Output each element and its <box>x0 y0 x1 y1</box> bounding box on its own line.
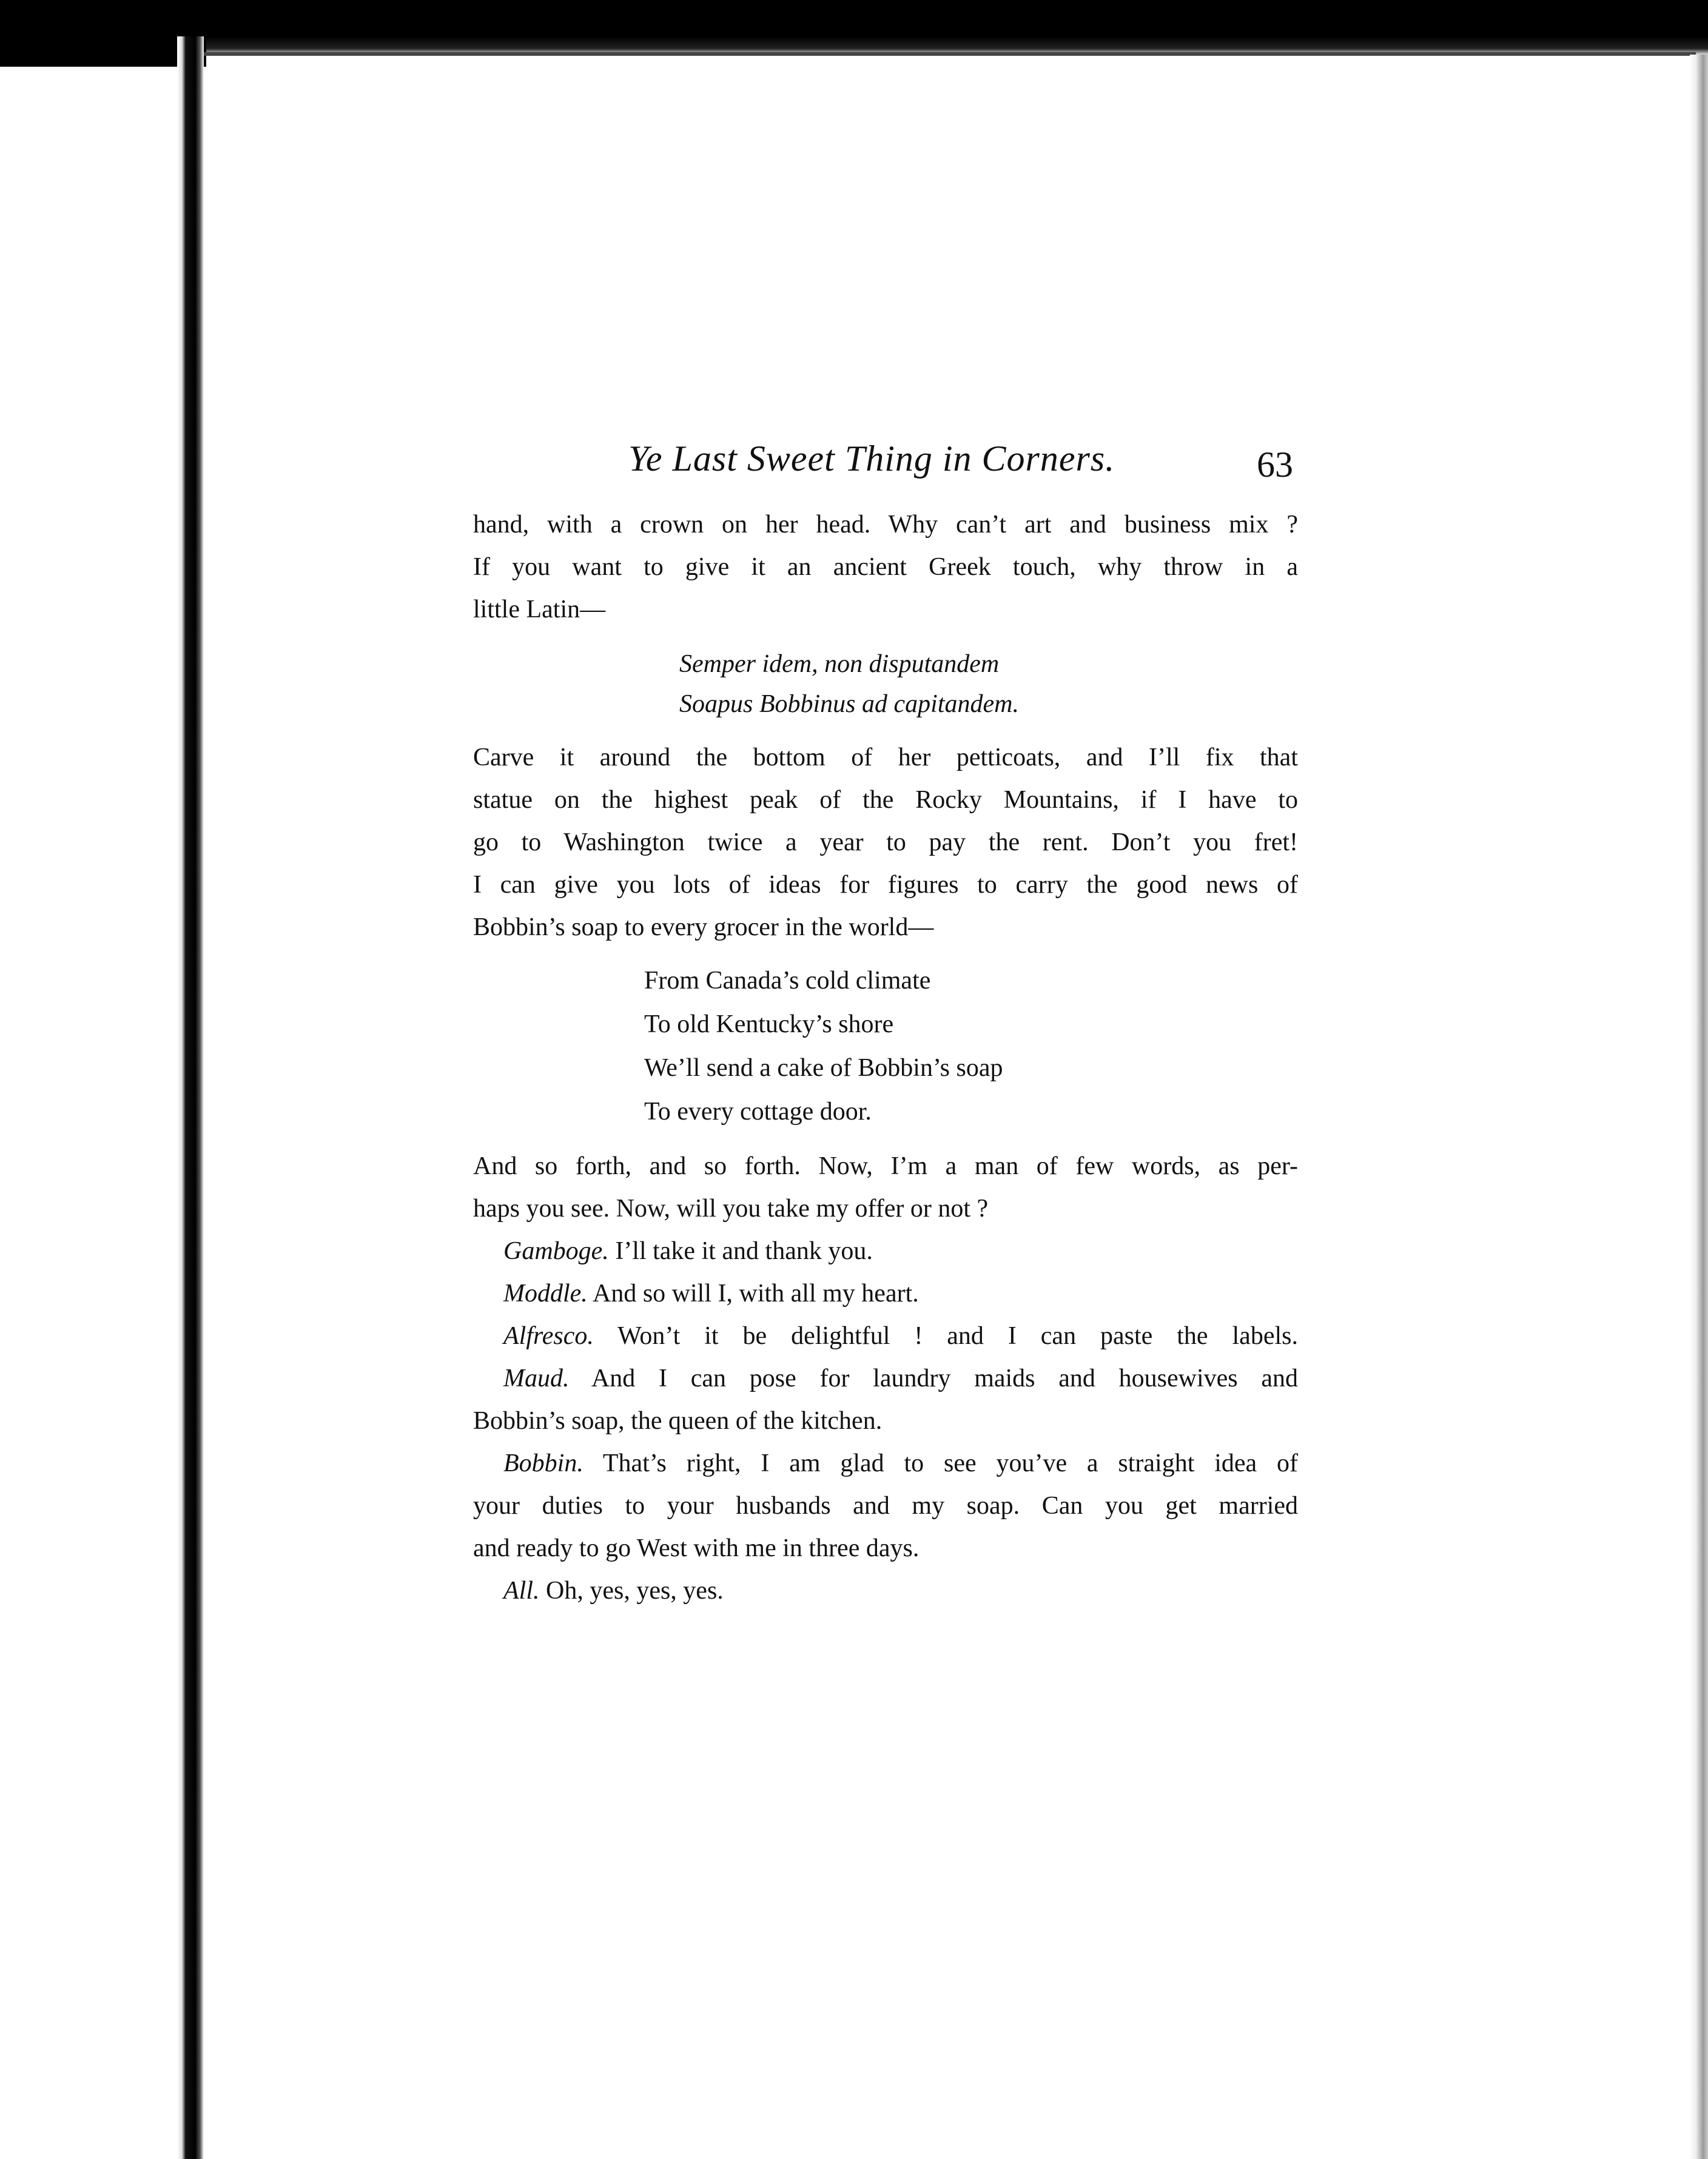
speaker-name: Bobbin. <box>503 1449 583 1477</box>
text-line: hand, with a crown on her head. Why can’t art and business mix ? <box>473 511 1298 539</box>
speaker-name: Maud. <box>503 1365 570 1392</box>
dialogue-continuation: and ready to go West with me in three days. <box>473 1534 920 1562</box>
english-verse <box>473 949 1298 1145</box>
text-line: Carve it around the bottom of her petticoats, and I’ll fix that <box>473 744 1298 771</box>
text-line: Bobbin’s soap to every grocer in the world— <box>473 913 934 941</box>
dialogue-line <box>473 1357 1298 1400</box>
text-line: I can give you lots of ideas for figures to carry the good news of <box>473 871 1298 899</box>
dialogue-line <box>473 1442 1298 1485</box>
dialogue-line <box>473 1272 1298 1315</box>
dialogue-line <box>473 1315 1298 1357</box>
page-top-edge <box>204 52 1696 56</box>
page-right-shadow <box>1690 55 1708 2159</box>
verse-line: We’ll send a cake of Bobbin’s soap <box>644 1054 1003 1082</box>
page-number: 63 <box>1257 445 1293 485</box>
text-line: And so forth, and so forth. Now, I’m a man of few words, as per- <box>473 1152 1298 1180</box>
speech: And so will I, with all my heart. <box>592 1280 919 1308</box>
dialogue-continuation: your duties to your husbands and my soap. Can you get married <box>473 1492 1298 1520</box>
verse-line: Soapus Bobbinus ad capitandem. <box>679 690 1019 718</box>
latin-verse <box>473 631 1298 736</box>
page-body <box>473 503 1298 1612</box>
verse-line: From Canada’s cold climate <box>644 967 931 995</box>
text-line: statue on the highest peak of the Rocky Mountains, if I have to <box>473 786 1298 814</box>
speech: And I can pose for laundry maids and housewives and <box>591 1365 1298 1392</box>
speaker-name: Gamboge. <box>503 1237 609 1265</box>
book-spine <box>177 36 204 2159</box>
speech: Won’t it be delightful ! and I can paste the labels. <box>617 1322 1298 1350</box>
verse-line: To old Kentucky’s shore <box>644 1010 894 1038</box>
speaker-name: Moddle. <box>503 1280 588 1308</box>
scanner-top-border <box>0 0 1708 56</box>
running-title: Ye Last Sweet Thing in Corners. <box>628 438 1115 478</box>
verse-line: Semper idem, non disputandem <box>679 650 1000 678</box>
text-line: go to Washington twice a year to pay the rent. Don’t you fret! <box>473 828 1298 856</box>
speech: Oh, yes, yes, yes. <box>546 1577 724 1605</box>
speech: I’ll take it and thank you. <box>615 1237 873 1265</box>
text-line: little Latin— <box>473 596 606 623</box>
scanner-top-left-corner <box>0 0 206 67</box>
dialogue-continuation: Bobbin’s soap, the queen of the kitchen. <box>473 1407 883 1435</box>
speaker-name: All. <box>503 1577 540 1605</box>
dialogue-line <box>473 1570 1298 1612</box>
text-line: If you want to give it an ancient Greek touch, why throw in a <box>473 553 1298 581</box>
speaker-name: Alfresco. <box>503 1322 594 1350</box>
verse-line: To every cottage door. <box>644 1098 872 1126</box>
dialogue-line <box>473 1230 1298 1272</box>
speech: That’s right, I am glad to see you’ve a straight idea of <box>602 1449 1298 1477</box>
text-line: haps you see. Now, will you take my offer or not ? <box>473 1195 989 1223</box>
